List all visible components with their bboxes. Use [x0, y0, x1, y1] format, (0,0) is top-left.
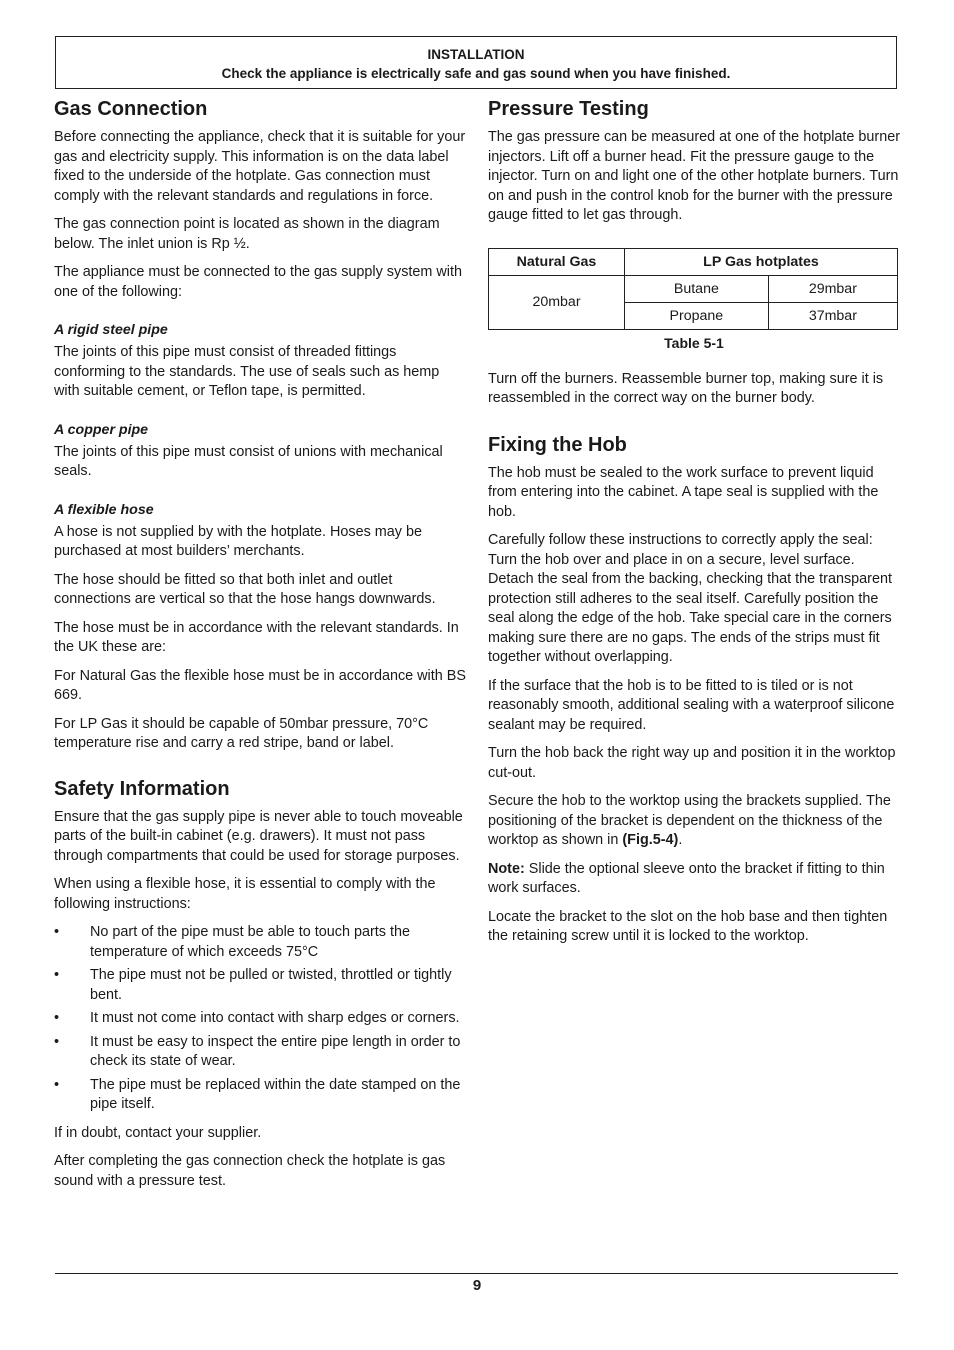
left-column: [54, 96, 466, 1200]
table-cell-value: 37mbar: [768, 302, 897, 329]
fixing-paragraph-6: Locate the bracket to the slot on the hob base and then tighten the retaining screw until it is locked to the worktop.: [488, 908, 888, 944]
table-caption: Table 5-1: [664, 334, 724, 351]
pressure-table: [488, 248, 898, 330]
flexible-hose-heading: A flexible hose: [54, 501, 154, 518]
installation-banner: [55, 36, 897, 89]
safety-paragraph-3: If in doubt, contact your supplier.: [54, 1124, 262, 1141]
table-header-row: [489, 248, 898, 275]
bullet-icon: •: [54, 1010, 60, 1026]
table-header-natural-gas: Natural Gas: [489, 248, 625, 275]
safety-paragraph-2: When using a flexible hose, it is essential to comply with the following instructions:: [54, 876, 436, 912]
flexible-hose-paragraph-4: For Natural Gas the flexible hose must be in accordance with BS 669.: [54, 667, 466, 703]
bullet-icon: •: [54, 924, 60, 940]
table-cell-gas: Propane: [625, 302, 769, 329]
pressure-paragraph-2: Turn off the burners. Reassemble burner top, making sure it is reassembled in the correct way on the burner body.: [488, 370, 884, 406]
safety-information-heading: Safety Information: [54, 777, 230, 800]
gas-connection-paragraph-3: The appliance must be connected to the gas supply system with one of the following:: [54, 264, 462, 300]
flexible-hose-paragraph-1: A hose is not supplied by with the hotplate. Hoses may be purchased at most builders’ merchants.: [54, 523, 422, 559]
table-row: [489, 275, 898, 302]
fixing-the-hob-heading: Fixing the Hob: [488, 433, 627, 456]
fixing-paragraph-4: Turn the hob back the right way up and position it in the worktop cut-out.: [488, 745, 896, 781]
table-header-lp-gas: LP Gas hotplates: [625, 248, 898, 275]
table-cell-natural-value: 20mbar: [489, 275, 625, 329]
figure-reference: (Fig.5-4): [622, 832, 679, 848]
pressure-paragraph-1: The gas pressure can be measured at one of the hotplate burner injectors. Lift off a burner head. Fit the pressure gauge to the injector. Turn on and light one of the other hotplate burners. Turn on and push in the control knob for the burner with the pressure gauge fitted to let gas through.: [488, 129, 900, 223]
safety-paragraph-1: Ensure that the gas supply pipe is never able to touch moveable parts of the built-in cabinet (e.g. drawers). It must not pass through compartments that could be used for storage purposes.: [54, 808, 463, 864]
safety-bullet-list: [54, 923, 466, 1115]
fixing-paragraph-5: Secure the hob to the worktop using the brackets supplied. The positioning of the bracket is dependent on the thickness of the worktop as shown in (Fig.5-4).: [488, 793, 891, 848]
gas-connection-paragraph-2: The gas connection point is located as shown in the diagram below. The inlet union is Rp ½.: [54, 216, 440, 252]
banner-subtitle: Check the appliance is electrically safe and gas sound when you have finished.: [221, 66, 731, 81]
bullet-icon: •: [54, 1033, 60, 1050]
flexible-hose-paragraph-5: For LP Gas it should be capable of 50mbar pressure, 70°C temperature rise and carry a red stripe, band or label.: [54, 715, 429, 751]
copper-pipe-heading: A copper pipe: [54, 421, 149, 438]
rigid-pipe-text: The joints of this pipe must consist of threaded fittings conforming to the standards. The use of seals such as hemp with suitable cement, or Teflon tape, is permitted.: [54, 344, 440, 399]
flexible-hose-paragraph-3: The hose must be in accordance with the relevant standards. In the UK these are:: [54, 619, 459, 655]
list-item: • No part of the pipe must be able to touch parts the temperature of which exceeds 75°C: [54, 924, 410, 960]
fixing-paragraph-1: The hob must be sealed to the work surface to prevent liquid from entering into the cabinet. A tape seal is supplied with the hob.: [488, 464, 879, 520]
rigid-pipe-heading: A rigid steel pipe: [54, 322, 168, 338]
right-column: [488, 96, 900, 956]
fixing-note: Note: Slide the optional sleeve onto the bracket if fitting to thin work surfaces.: [488, 860, 885, 896]
footer-divider: [55, 1273, 898, 1274]
flexible-hose-paragraph-2: The hose should be fitted so that both inlet and outlet connections are vertical so that the hose hangs downwards.: [54, 571, 436, 607]
bullet-icon: •: [54, 967, 60, 983]
fixing-paragraph-3: If the surface that the hob is to be fitted to is tiled or is not reasonably smooth, additional sealing with a waterproof silicone sealant may be required.: [488, 677, 895, 733]
safety-paragraph-4: After completing the gas connection check the hotplate is gas sound with a pressure test.: [54, 1153, 446, 1189]
page-number: 9: [472, 1277, 482, 1294]
bullet-icon: •: [54, 1076, 60, 1093]
list-item: • It must not come into contact with sharp edges or corners.: [54, 1009, 466, 1029]
list-item: • The pipe must not be pulled or twisted, throttled or tightly bent.: [54, 967, 452, 1003]
list-item: • The pipe must be replaced within the date stamped on the pipe itself.: [54, 1076, 461, 1112]
gas-connection-heading: Gas Connection: [54, 98, 208, 120]
list-item: • It must be easy to inspect the entire pipe length in order to check its state of wear.: [54, 1033, 461, 1069]
table-cell-gas: Butane: [625, 275, 769, 302]
pressure-testing-heading: Pressure Testing: [488, 98, 649, 120]
fixing-paragraph-2: Carefully follow these instructions to correctly apply the seal: Turn the hob over and place in on a secure, level surface. Detach the seal from the backing, checking that the transparent protection still adheres to the seal itself. Carefully position the seal along the edge of the hob. Take special care in the corners making sure there are no gaps. The ends of the strips must fit together without overlapping.: [488, 532, 892, 665]
copper-pipe-text: The joints of this pipe must consist of unions with mechanical seals.: [54, 443, 443, 479]
banner-title: INSTALLATION: [427, 47, 525, 62]
gas-connection-paragraph-1: Before connecting the appliance, check that it is suitable for your gas and electricity supply. This information is on the data label fixed to the underside of the hotplate. Gas connection must comply with the relevant standards and regulations in force.: [54, 129, 466, 204]
note-label: Note:: [488, 860, 525, 877]
table-cell-value: 29mbar: [768, 275, 897, 302]
